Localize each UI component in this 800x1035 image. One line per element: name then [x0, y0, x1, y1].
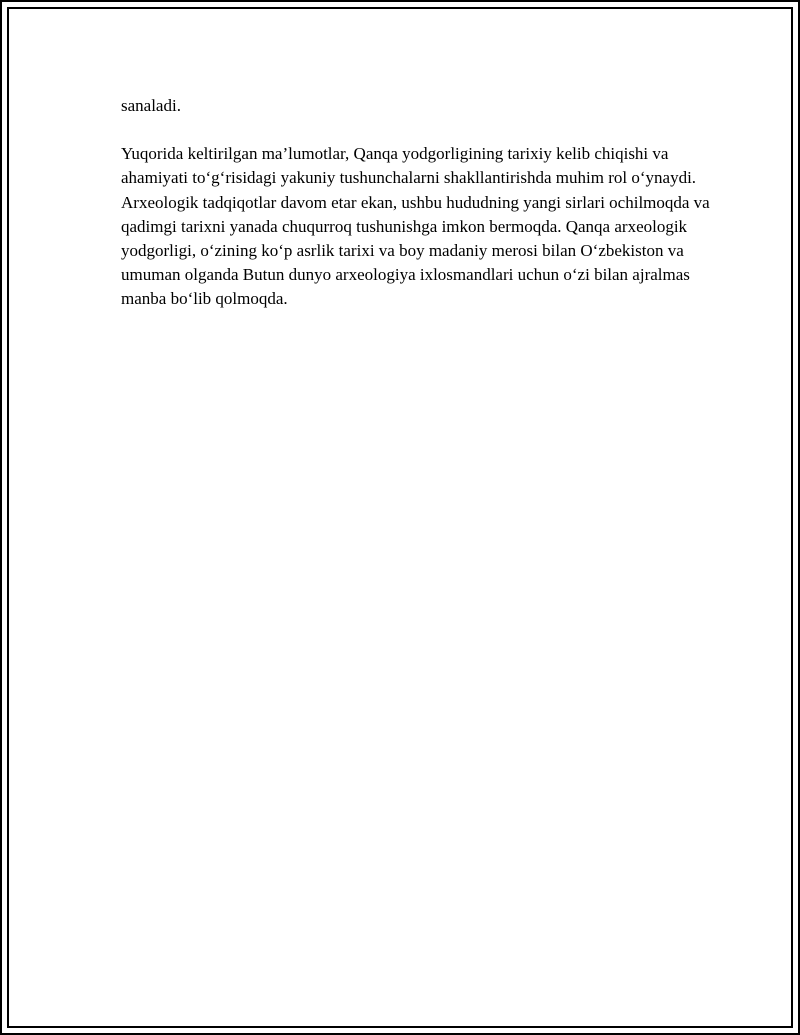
paragraph-conclusion: Yuqorida keltirilgan ma’lumotlar, Qanqa yodgorligining tarixiy kelib chiqishi va ahamiyati to‘g‘risidagi yakuniy tushunchalarni shakllantirishda muhim rol o‘ynaydi. Arxeologik tadqiqotlar davom etar ekan, ushbu hududning yangi sirlari ochilmoqda va qadimgi tarixni yanada chuqurroq tushunishga imkon bermoqda. Qanqa arxeologik yodgorligi, o‘zining ko‘p asrlik tarixi va boy madaniy merosi bilan O‘zbekiston va umuman olganda Butun dunyo arxeologiya ixlosmandlari uchun o‘zi bilan ajralmas manba bo‘lib qolmoqda. — [121, 144, 710, 309]
document-body — [121, 94, 711, 312]
paragraph-continuation: sanaladi. — [121, 96, 181, 115]
